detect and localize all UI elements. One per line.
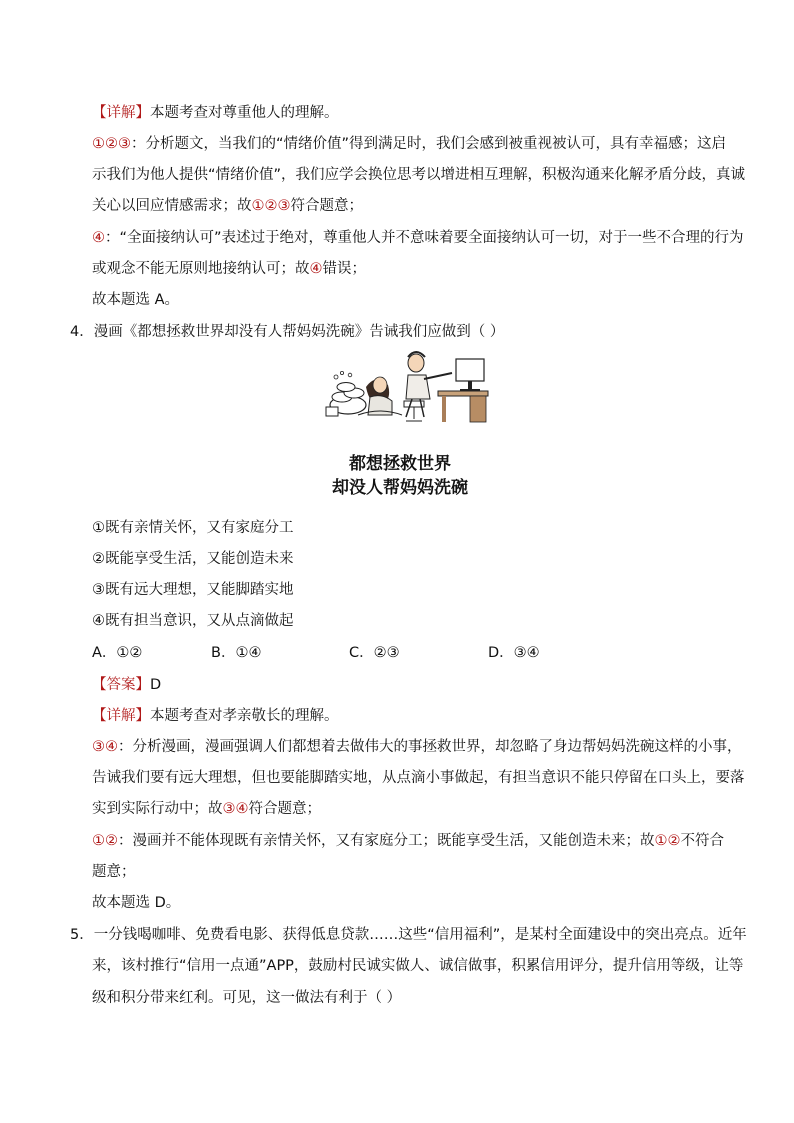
detail-para1-line3-end: 符合题意； xyxy=(290,198,363,214)
detail-label: 【详解】 xyxy=(92,105,150,121)
detail-para1-line3 xyxy=(92,196,363,216)
question-4-stem xyxy=(70,322,504,342)
cartoon-illustration xyxy=(320,345,490,427)
statement-item: ①既有亲情关怀，又有家庭分工 xyxy=(92,520,294,536)
detail-para1-line2: 示我们为他人提供“情绪价值”，我们应学会换位思考以增进相互理解，积极沟通来化解矛盾分歧，真诚 xyxy=(92,167,746,183)
option-c[interactable]: C．②③ xyxy=(349,645,400,661)
detail-para2-line1 xyxy=(92,228,744,248)
detail-heading xyxy=(92,706,339,726)
detail-para1-line1 xyxy=(92,134,726,154)
answer-line xyxy=(92,675,161,695)
q4-detail-para2-end: 不符合 xyxy=(680,833,724,849)
q4-detail-para1-line3-end: 符合题意； xyxy=(248,801,321,817)
answer-label: 【答案】 xyxy=(92,677,150,693)
detail-para2-line2-end: 错误； xyxy=(322,261,366,277)
question-stem-text: 一分钱喝咖啡、免费看电影、获得低息贷款……这些“信用福利”，是某村全面建设中的突出亮点。近年 xyxy=(93,927,747,943)
cartoon-caption-line2: 却没人帮妈妈洗碗 xyxy=(332,478,468,498)
q4-detail-para1-line3 xyxy=(92,799,321,819)
detail-conclusion: 故本题选 A。 xyxy=(92,292,180,308)
detail-para2-line2-mark: ④ xyxy=(309,261,323,277)
q4-detail-para1-line3-marks: ③④ xyxy=(222,801,249,817)
statement-item: ③既有远大理想，又能脚踏实地 xyxy=(92,582,294,598)
statement-item: ④既有担当意识，又从点滴做起 xyxy=(92,613,294,629)
q4-detail-para2-line2: 题意； xyxy=(92,864,136,880)
q4-detail-para1-label: ③④ xyxy=(92,739,118,755)
q4-detail-para1-text: ：分析漫画，漫画强调人们都想着去做伟大的事拯救世界，却忽略了身边帮妈妈洗碗这样的小事， xyxy=(118,739,742,755)
q4-detail-para1-line1 xyxy=(92,737,742,757)
question-number: 5． xyxy=(70,927,94,943)
detail-para1-line3-text: 关心以回应情感需求；故 xyxy=(92,198,252,214)
detail-para2-line2 xyxy=(92,259,366,279)
detail-para2-line2-text: 或观念不能无原则地接纳认可；故 xyxy=(92,261,310,277)
q4-detail-para2-label: ①② xyxy=(92,833,118,849)
detail-para2-label: ④ xyxy=(92,230,105,246)
question-5-line3: 级和积分带来红利。可见，这一做法有利于（ ） xyxy=(92,990,402,1006)
detail-para1-label: ①②③ xyxy=(92,136,131,152)
q4-detail-para1-line2: 告诫我们要有远大理想，但也要能脚踏实地，从点滴小事做起，有担当意识不能只停留在口头上，要落 xyxy=(92,770,745,786)
question-5-line2: 来，该村推行“信用一点通”APP，鼓励村民诚实做人、诚信做事，积累信用评分，提升信用等级，让等 xyxy=(92,958,744,974)
question-5-line1 xyxy=(70,925,747,945)
detail-para1-text: ：分析题文，当我们的“情绪价值”得到满足时，我们会感到被重视被认可，具有幸福感；这启 xyxy=(131,136,727,152)
cartoon-caption-line1: 都想拯救世界 xyxy=(349,454,451,474)
detail-heading xyxy=(92,103,339,123)
option-a[interactable]: A．①② xyxy=(92,645,143,661)
detail-para1-line3-marks: ①②③ xyxy=(251,198,291,214)
question-stem-text: 漫画《都想拯救世界却没有人帮妈妈洗碗》告诫我们应做到（ ） xyxy=(93,324,505,340)
detail-text: 本题考查对孝亲敬长的理解。 xyxy=(150,708,339,724)
detail-label: 【详解】 xyxy=(92,708,150,724)
q4-detail-para2-marks: ①② xyxy=(654,833,681,849)
answer-value: D xyxy=(150,677,162,693)
question-number: 4． xyxy=(70,324,94,340)
detail-text: 本题考查对尊重他人的理解。 xyxy=(150,105,339,121)
option-b[interactable]: B．①④ xyxy=(211,645,262,661)
cartoon-caption xyxy=(300,452,500,500)
q4-detail-para2-text: ：漫画并不能体现既有亲情关怀，又有家庭分工；既能享受生活，又能创造未来；故 xyxy=(118,833,655,849)
detail-para2-text: ：“全面接纳认可”表述过于绝对，尊重他人并不意味着要全面接纳认可一切，对于一些不合理的行为 xyxy=(105,230,744,246)
q4-detail-para1-line3-text: 实到实际行动中；故 xyxy=(92,801,223,817)
option-d[interactable]: D．③④ xyxy=(488,645,540,661)
q4-detail-para2-line1 xyxy=(92,831,724,851)
statement-item: ②既能享受生活，又能创造未来 xyxy=(92,551,294,567)
q4-detail-conclusion: 故本题选 D。 xyxy=(92,895,181,911)
